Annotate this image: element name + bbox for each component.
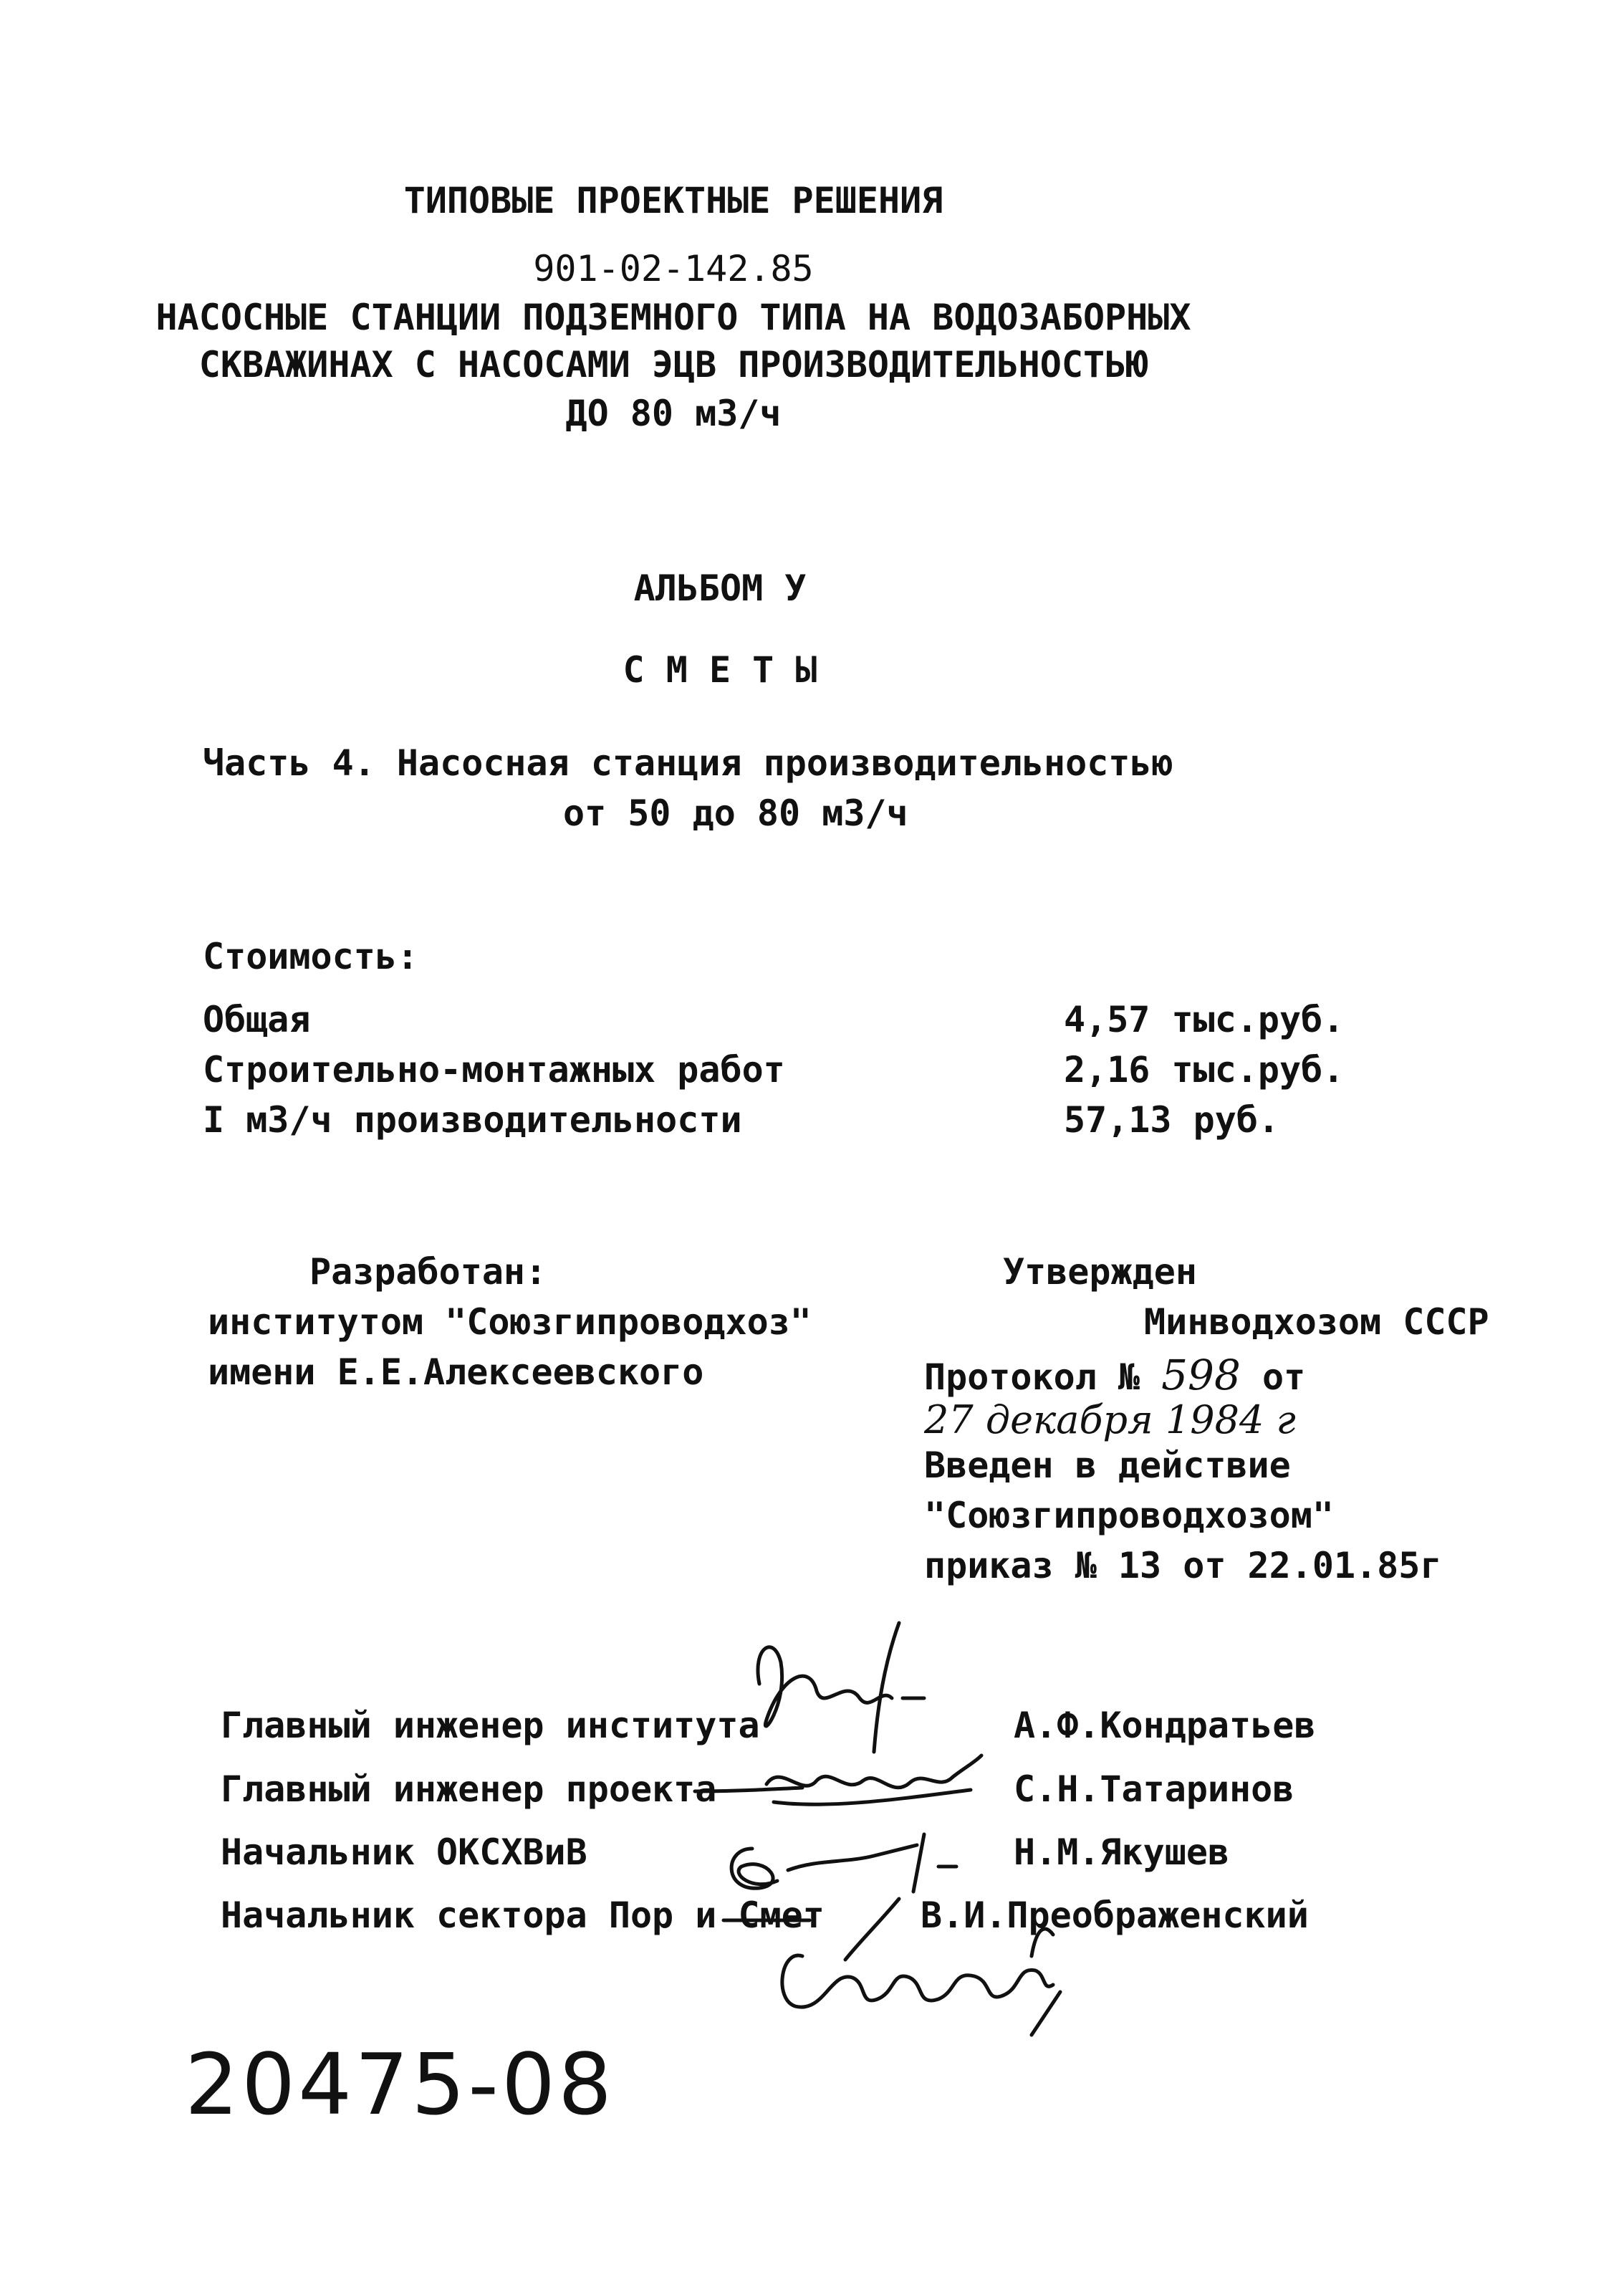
developed-line-1: институтом "Союзгипроводхоз": [208, 1301, 812, 1343]
developed-line-2: имени Е.Е.Алексеевского: [208, 1351, 704, 1393]
section-title: С М Е Т Ы: [623, 649, 817, 691]
signatory-name: В.И.Преображенский: [921, 1894, 1309, 1936]
order-line: приказ № 13 от 22.01.85г: [924, 1545, 1442, 1586]
approved-by: Минводхозом СССР: [1144, 1301, 1489, 1343]
developed-heading: Разработан:: [309, 1251, 547, 1293]
signatory-name: С.Н.Татаринов: [1014, 1768, 1294, 1810]
signatory-position: Главный инженер института: [221, 1705, 760, 1746]
signatory-position: Начальник сектора Пор и Смет: [221, 1894, 825, 1936]
protocol-number: 598: [1161, 1351, 1241, 1399]
part-line-1: Часть 4. Насосная станция производительностью: [203, 742, 1173, 784]
cost-row-label: Строительно-монтажных работ: [203, 1049, 785, 1091]
signature-project-engineer: [688, 1748, 1003, 1827]
protocol-label: Протокол №: [924, 1356, 1162, 1398]
protocol-date: 27 декабря 1984 г: [924, 1397, 1296, 1442]
inventory-number: 20475-08: [185, 2035, 615, 2134]
cost-row-value: 57,13 руб.: [1064, 1099, 1280, 1141]
signatory-name: Н.М.Якушев: [1014, 1831, 1230, 1873]
part-line-2: от 50 до 80 м3/ч: [563, 792, 908, 834]
title-line-3: ДО 80 м3/ч: [565, 393, 782, 434]
protocol-from: от: [1240, 1356, 1306, 1398]
cost-row-value: 4,57 тыс.руб.: [1064, 999, 1345, 1040]
enacted-label: Введен в действие: [924, 1445, 1291, 1486]
document-code: 901-02-142.85: [533, 248, 814, 289]
title-line-1: НАСОСНЫЕ СТАНЦИИ ПОДЗЕМНОГО ТИПА НА ВОДОЗАБОРНЫХ: [155, 297, 1191, 338]
signatory-name: А.Ф.Кондратьев: [1014, 1705, 1316, 1746]
protocol-line: [924, 1351, 1306, 1399]
series-title: ТИПОВЫЕ ПРОЕКТНЫЕ РЕШЕНИЯ: [403, 180, 943, 221]
album-label: АЛЬБОМ У: [633, 567, 807, 609]
cost-row-label: I м3/ч производительности: [203, 1099, 742, 1141]
signatory-position: Главный инженер проекта: [221, 1768, 717, 1810]
signatory-position: Начальник ОКСХВиВ: [221, 1831, 587, 1873]
enacted-by: "Союзгипроводхозом": [924, 1495, 1334, 1536]
signature-sector-head: [716, 1892, 1096, 2042]
cost-row-value: 2,16 тыс.руб.: [1064, 1049, 1345, 1091]
cost-heading: Стоимость:: [203, 936, 419, 977]
signature-chief-engineer: [731, 1619, 960, 1755]
approved-heading: Утвержден: [1003, 1251, 1197, 1293]
cost-row-label: Общая: [203, 999, 311, 1040]
title-line-2: СКВАЖИНАХ С НАСОСАМИ ЭЦВ ПРОИЗВОДИТЕЛЬНОСТЬЮ: [198, 344, 1148, 385]
